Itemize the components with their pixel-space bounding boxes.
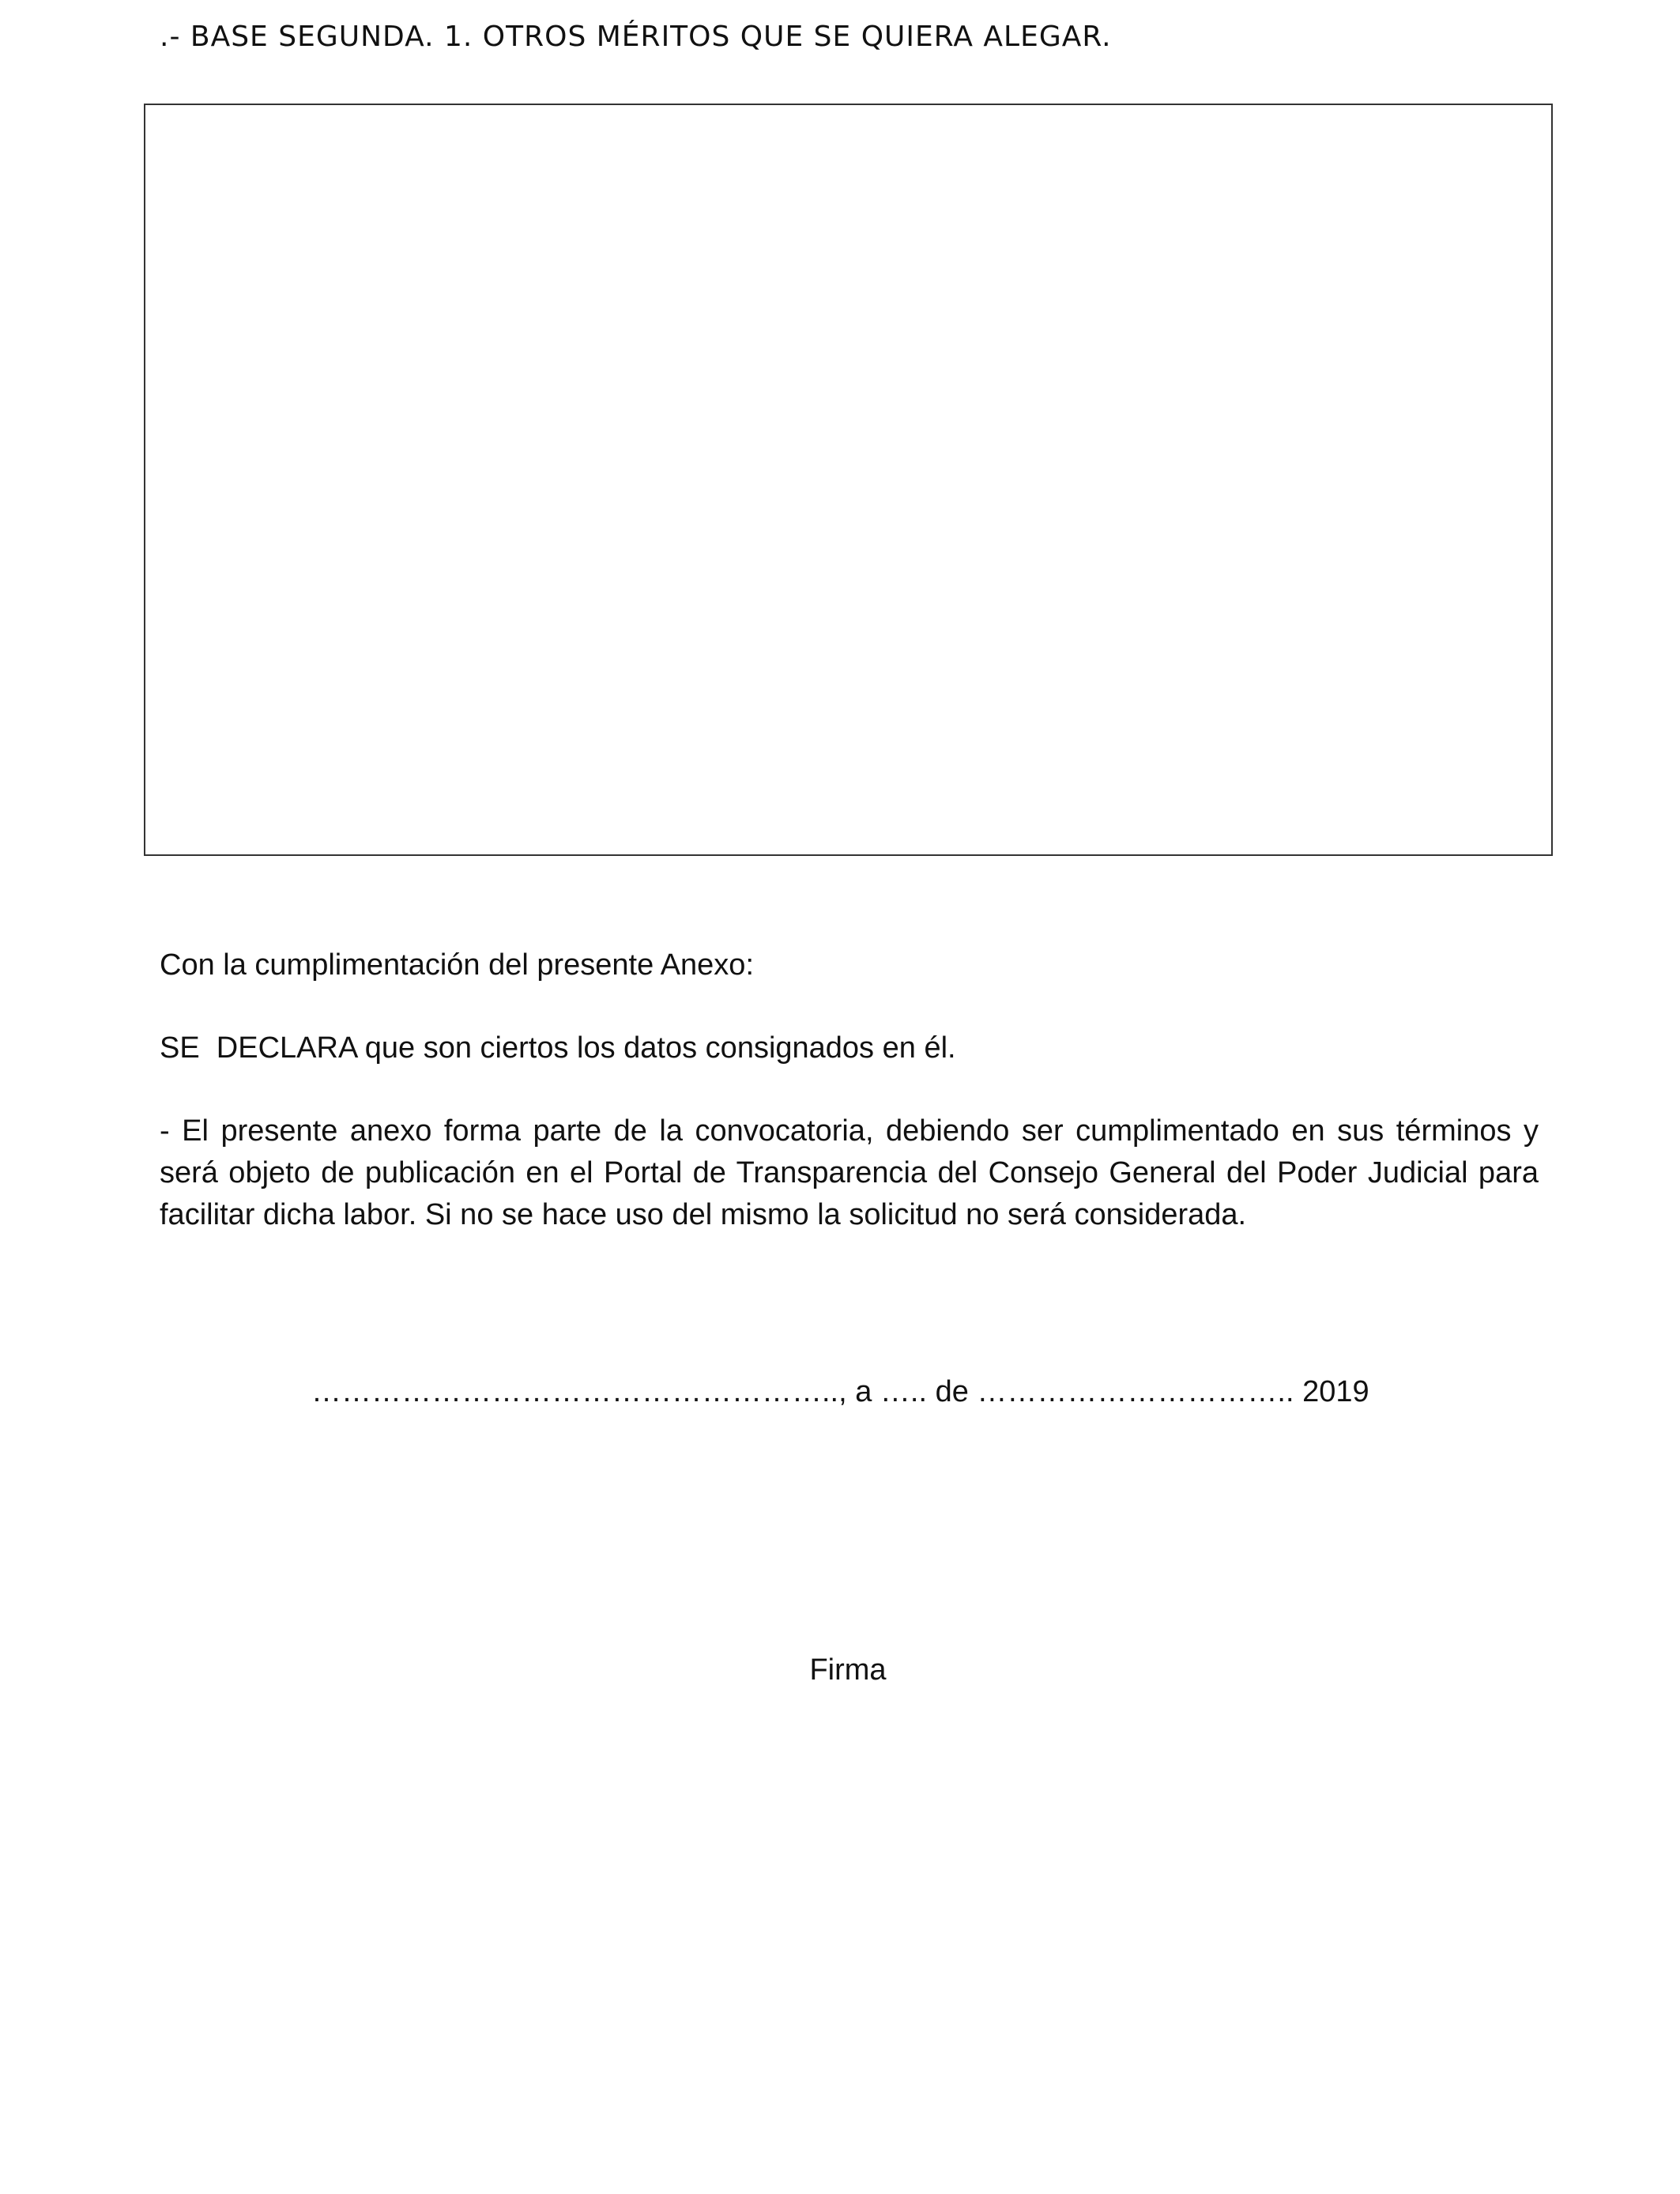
section-heading: .- BASE SEGUNDA. 1. OTROS MÉRITOS QUE SE QUIERA ALEGAR.: [160, 21, 1112, 53]
intro-text: Con la cumplimentación del presente Anexo:: [160, 948, 755, 982]
note-paragraph: - El presente anexo forma parte de la convocatoria, debiendo ser cumplimentado en sus términos y será objeto de publicación en el Portal de Transparencia del Consejo General del Poder Judicial para facilitar dicha labor. Si no se hace uso del mismo la solicitud no será considerada.: [160, 1114, 1539, 1231]
place-date-line: …………………………………………….., a ….. de ………………………….. 2019: [311, 1375, 1369, 1408]
declaration-text: SE DECLARA que son ciertos los datos consignados en él.: [160, 1031, 956, 1065]
signature-label: Firma: [809, 1653, 887, 1687]
merits-input-box[interactable]: [144, 104, 1553, 856]
